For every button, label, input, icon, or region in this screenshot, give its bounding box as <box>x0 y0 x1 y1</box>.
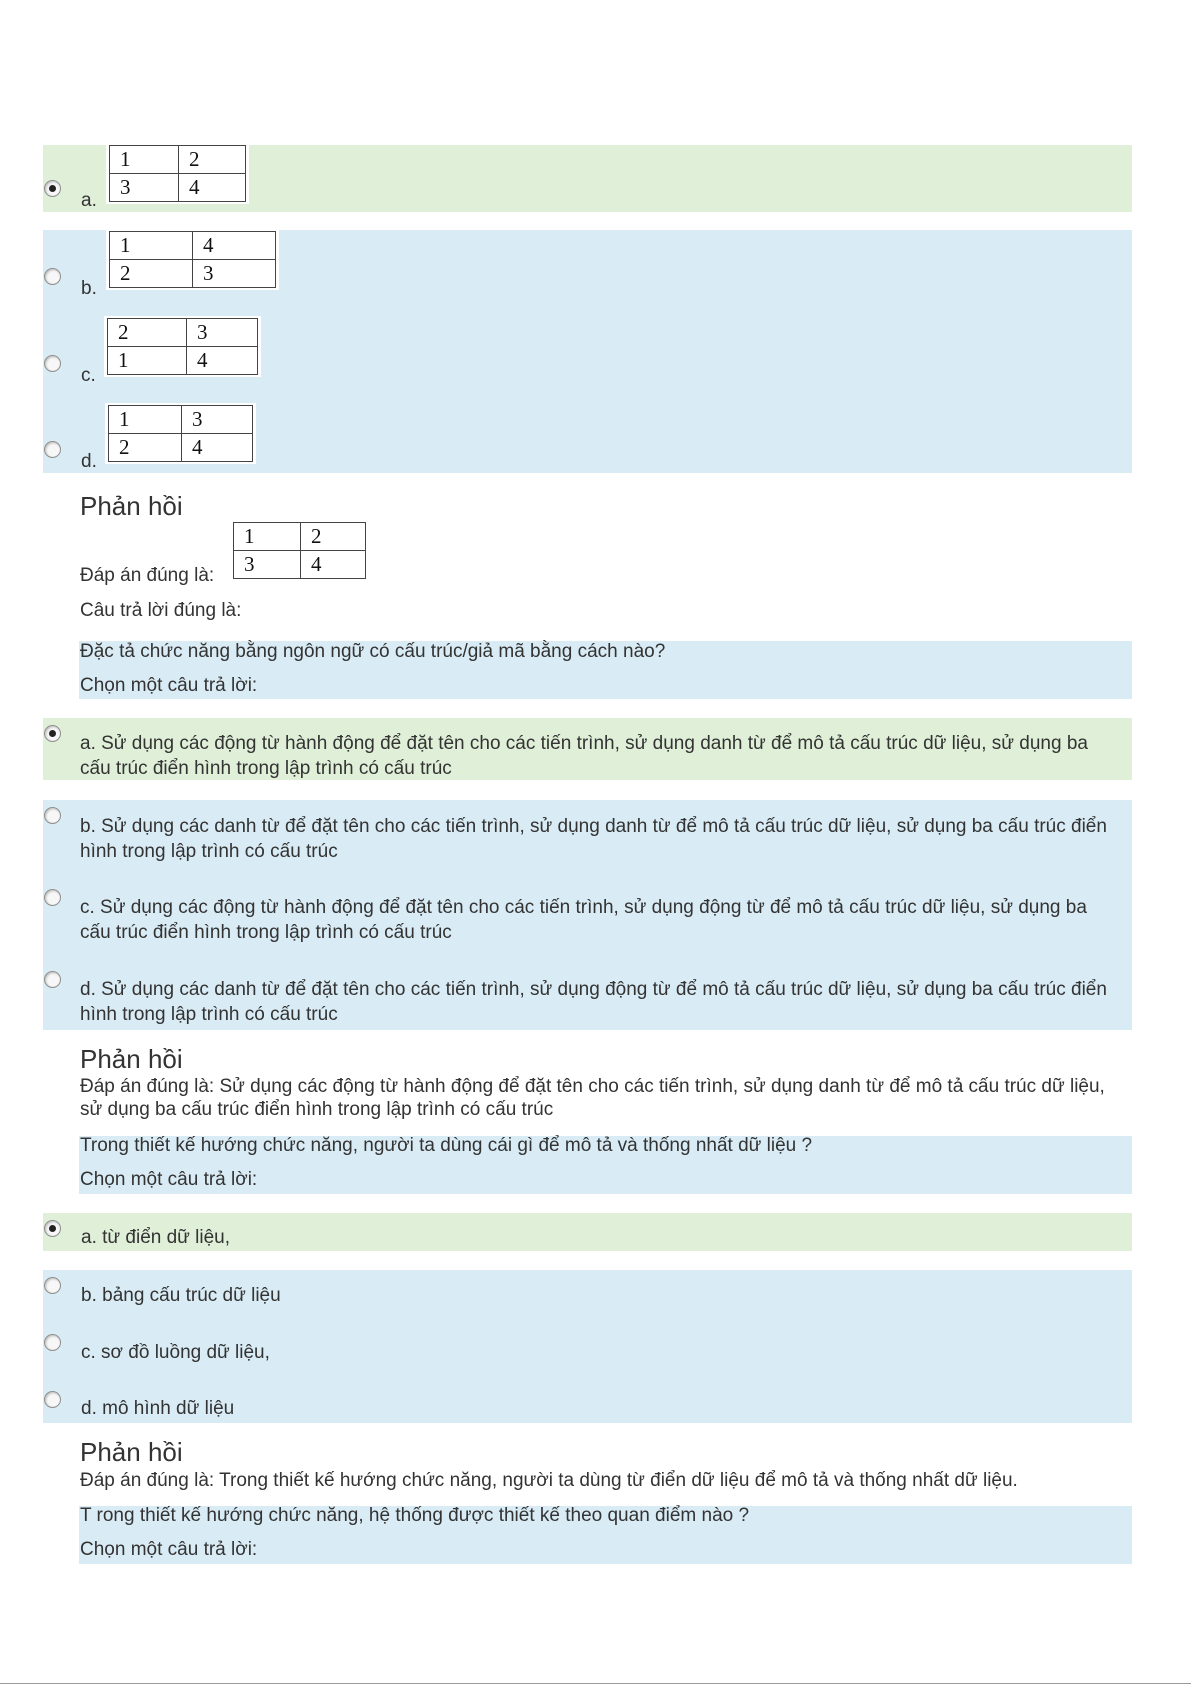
grid-cell: 2 <box>108 319 187 347</box>
q2-prompt: Chọn một câu trả lời: <box>80 675 258 696</box>
q2-question-text: Đặc tả chức năng bằng ngôn ngữ có cấu trúc/giả mã bằng cách nào? <box>80 641 666 662</box>
q1-option-b-label: b. <box>81 278 97 299</box>
q3-feedback-text: Đáp án đúng là: Trong thiết kế hướng chức năng, người ta dùng từ điển dữ liệu để mô tả và thống nhất dữ liệu. <box>80 1470 1018 1491</box>
grid-cell: 4 <box>187 347 258 375</box>
grid-cell: 4 <box>193 232 276 260</box>
q4-prompt: Chọn một câu trả lời: <box>80 1539 258 1560</box>
q3-question-text: Trong thiết kế hướng chức năng, người ta dùng cái gì để mô tả và thống nhất dữ liệu ? <box>80 1135 813 1156</box>
q1-option-a-radio[interactable] <box>44 180 61 197</box>
q1-option-d-label: d. <box>81 451 97 472</box>
grid-cell: 3 <box>234 551 301 579</box>
q1-feedback-grid <box>230 520 369 581</box>
grid-cell: 3 <box>182 406 253 434</box>
grid-cell: 3 <box>110 174 179 202</box>
grid-cell: 4 <box>301 551 366 579</box>
q1-option-b-grid <box>106 229 279 290</box>
grid-cell: 2 <box>110 260 193 288</box>
q2-option-a-text: a. Sử dụng các động từ hành động để đặt tên cho các tiến trình, sử dụng danh từ để mô tả cấu trúc dữ liệu, sử dụng ba cấu trúc điển hình trong lập trình có cấu trúc <box>80 733 1088 779</box>
grid-cell: 2 <box>301 523 366 551</box>
q2-option-c-text: c. Sử dụng các động từ hành động để đặt tên cho các tiến trình, sử dụng động từ để mô tả cấu trúc dữ liệu, sử dụng ba cấu trúc điển hình trong lập trình có cấu trúc <box>80 897 1087 943</box>
grid-cell: 3 <box>193 260 276 288</box>
q2-option-a-radio[interactable] <box>44 725 61 742</box>
q3-option-b-radio[interactable] <box>44 1277 61 1294</box>
q1-feedback-text: Đáp án đúng là: <box>80 565 215 586</box>
q3-option-d-radio[interactable] <box>44 1391 61 1408</box>
q4-question-text: T rong thiết kế hướng chức năng, hệ thống được thiết kế theo quan điểm nào ? <box>80 1505 750 1526</box>
grid-cell: 1 <box>110 146 179 174</box>
q1-correct-answer-text: Câu trả lời đúng là: <box>80 600 242 621</box>
q2-feedback-text: Đáp án đúng là: Sử dụng các động từ hành động để đặt tên cho các tiến trình, sử dụng danh từ để mô tả cấu trúc dữ liệu, sử dụng ba cấu trúc điển hình trong lập trình có cấu trúc <box>80 1076 1105 1120</box>
q1-option-d-grid <box>105 403 256 464</box>
q1-feedback-heading: Phản hồi <box>80 491 183 521</box>
grid-cell: 4 <box>179 174 246 202</box>
q3-option-a-text: a. từ điển dữ liệu, <box>81 1227 231 1248</box>
grid-cell: 1 <box>110 232 193 260</box>
q2-option-d-text: d. Sử dụng các danh từ để đặt tên cho các tiến trình, sử dụng động từ để mô tả cấu trúc dữ liệu, sử dụng ba cấu trúc điển hình trong lập trình có cấu trúc <box>80 979 1107 1025</box>
grid-cell: 4 <box>182 434 253 462</box>
q3-prompt: Chọn một câu trả lời: <box>80 1169 258 1190</box>
q3-option-c-radio[interactable] <box>44 1334 61 1351</box>
q1-option-b-radio[interactable] <box>44 268 61 285</box>
q3-feedback-heading: Phản hồi <box>80 1437 183 1467</box>
q1-option-c-label: c. <box>81 365 96 386</box>
q3-option-c-text: c. sơ đồ luồng dữ liệu, <box>81 1342 270 1363</box>
q3-option-a-radio[interactable] <box>44 1220 61 1237</box>
grid-cell: 3 <box>187 319 258 347</box>
grid-cell: 2 <box>109 434 182 462</box>
q2-option-d-radio[interactable] <box>44 971 61 988</box>
q3-option-b-text: b. bảng cấu trúc dữ liệu <box>81 1285 281 1306</box>
grid-cell: 2 <box>179 146 246 174</box>
grid-cell: 1 <box>234 523 301 551</box>
q2-feedback-heading: Phản hồi <box>80 1044 183 1074</box>
q1-option-a-label: a. <box>81 190 97 211</box>
q1-option-d-radio[interactable] <box>44 441 61 458</box>
q1-option-a-grid <box>106 143 249 204</box>
q2-option-c-radio[interactable] <box>44 889 61 906</box>
q1-option-c-grid <box>104 316 261 377</box>
q1-option-c-radio[interactable] <box>44 355 61 372</box>
q2-option-b-text: b. Sử dụng các danh từ để đặt tên cho các tiến trình, sử dụng danh từ để mô tả cấu trúc dữ liệu, sử dụng ba cấu trúc điển hình trong lập trình có cấu trúc <box>80 816 1107 862</box>
q2-option-b-radio[interactable] <box>44 807 61 824</box>
grid-cell: 1 <box>108 347 187 375</box>
page-bottom-divider <box>0 1683 1191 1684</box>
grid-cell: 1 <box>109 406 182 434</box>
q3-option-d-text: d. mô hình dữ liệu <box>81 1398 235 1419</box>
